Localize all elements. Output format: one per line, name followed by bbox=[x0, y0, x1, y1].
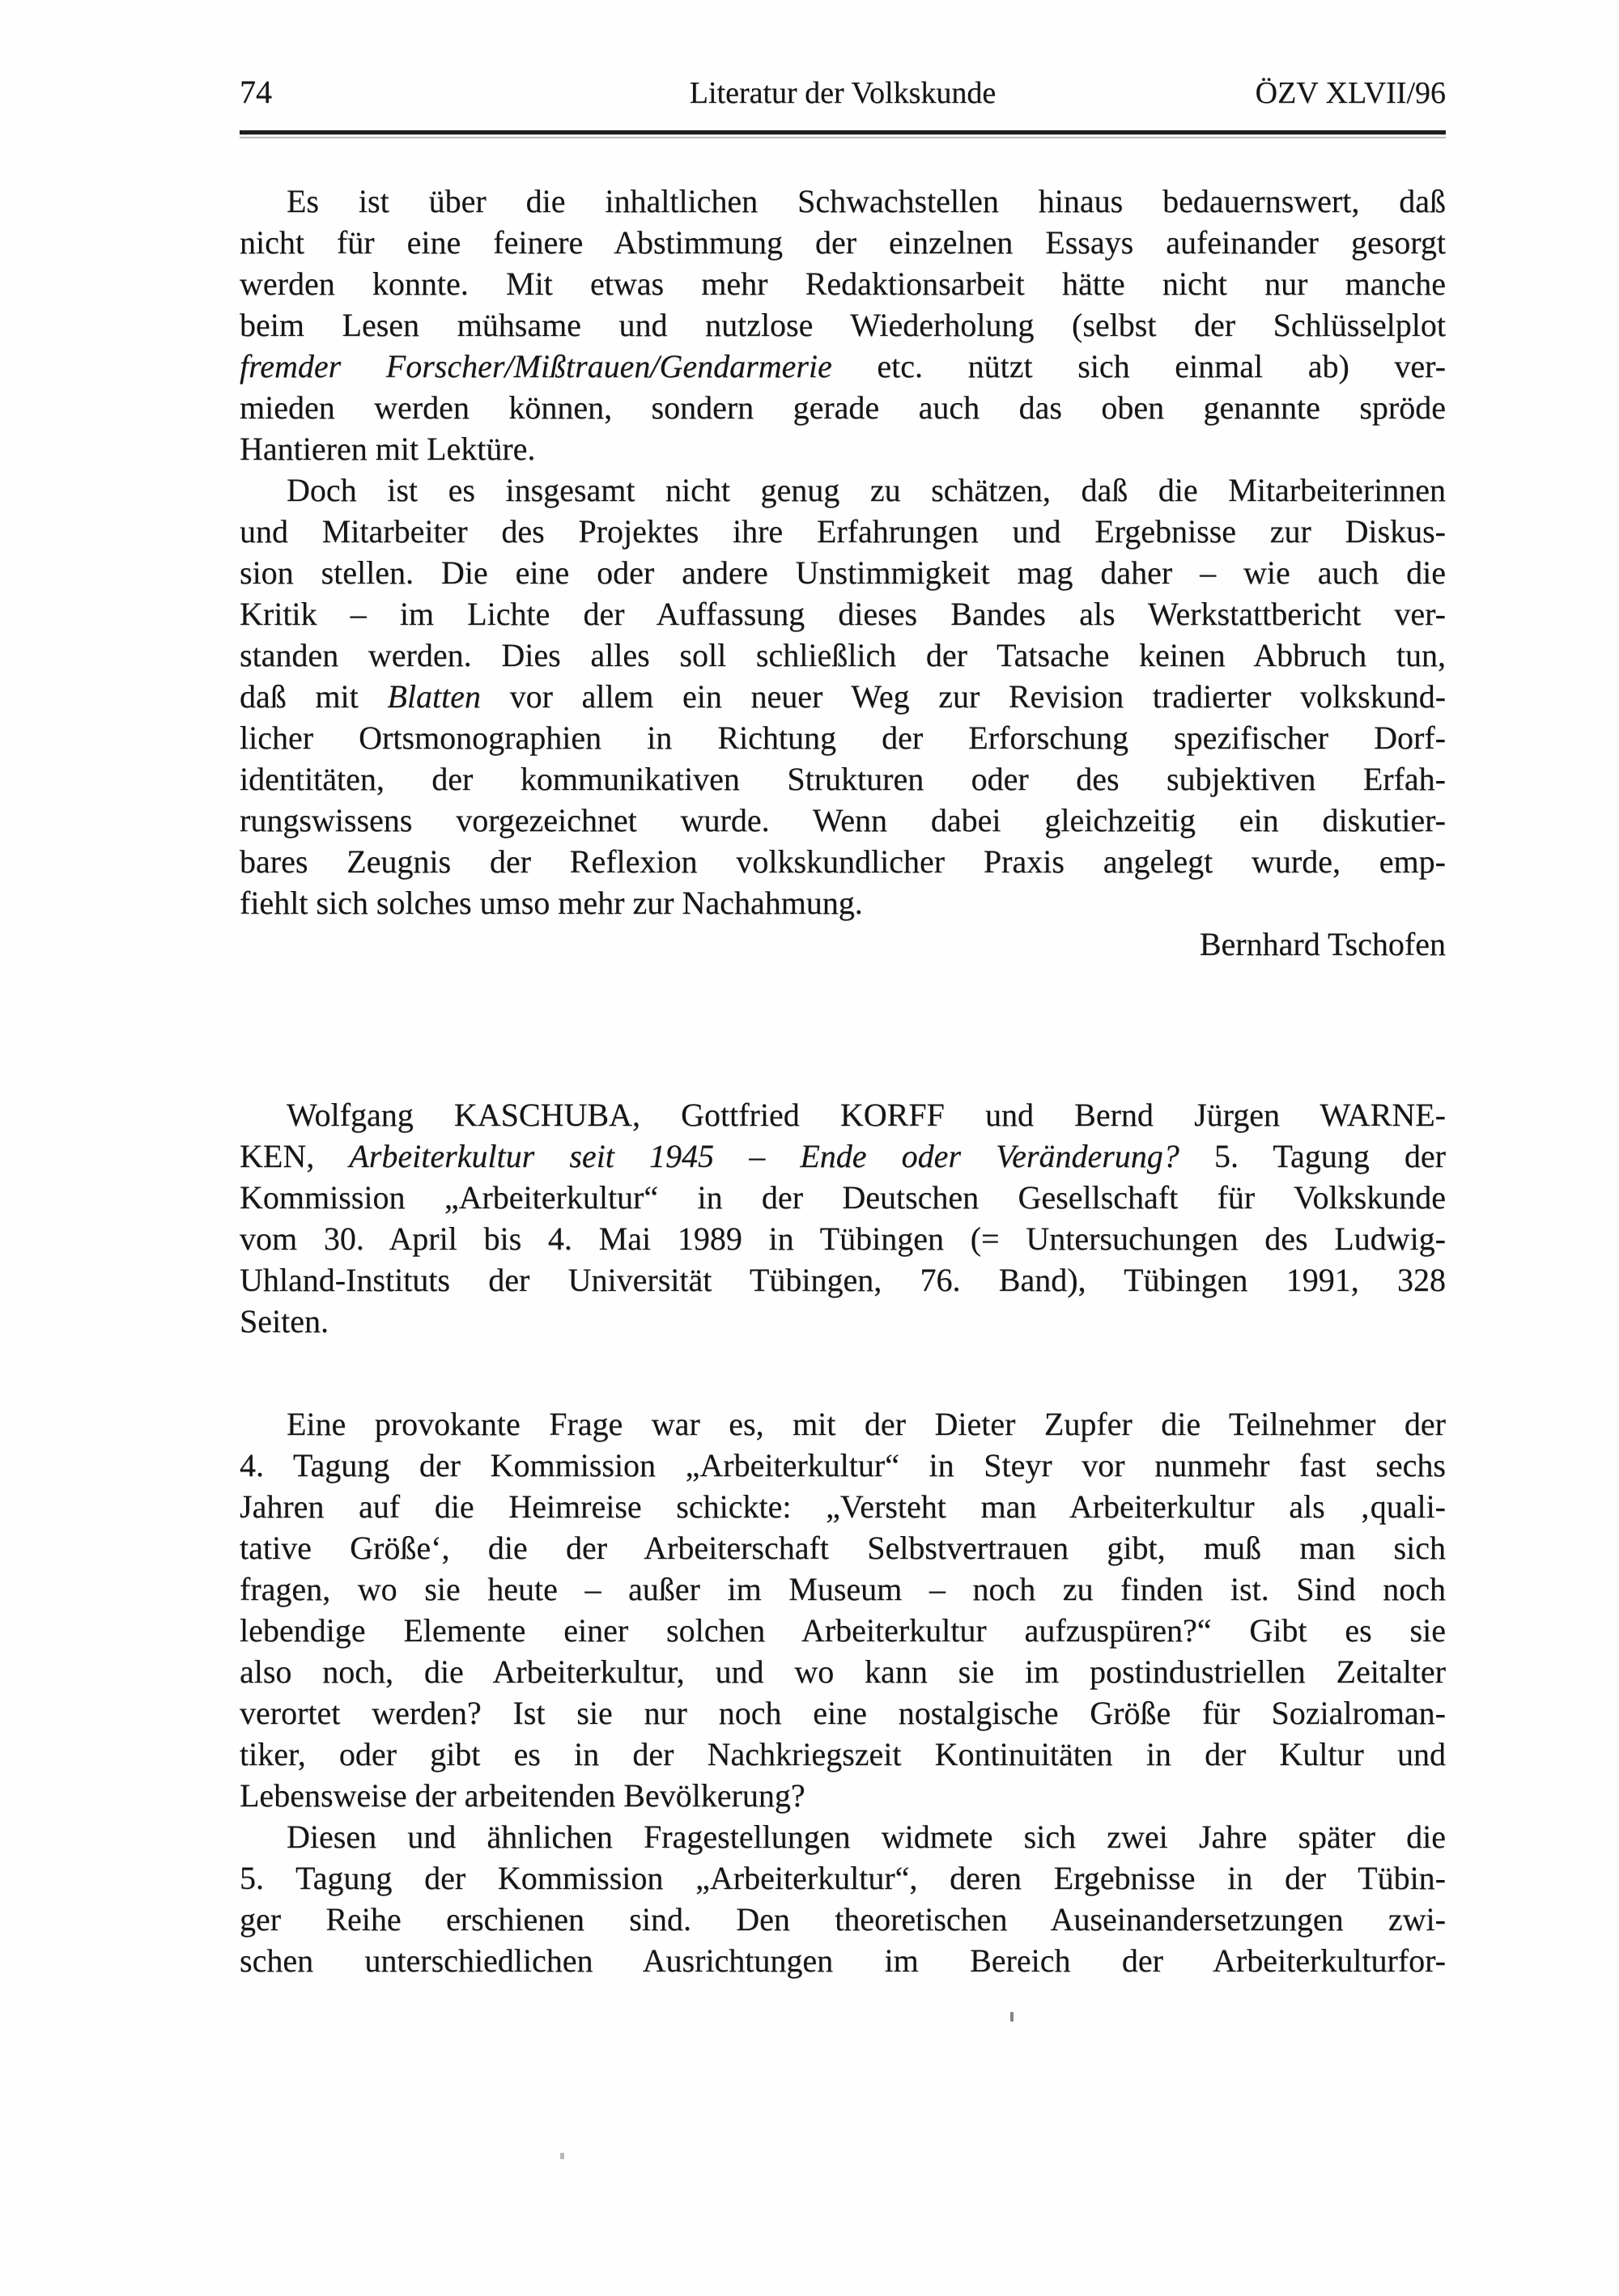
italic-text-segment: Arbeiterkultur seit 1945 – Ende oder Veränderung? bbox=[349, 1138, 1179, 1174]
article-body bbox=[240, 180, 1446, 1981]
text-segment: identitäten, der kommunikativen Strukturen oder des subjektiven Erfah- bbox=[240, 761, 1446, 797]
text-segment: standen werden. Dies alles soll schließlich der Tatsache keinen Abbruch tun, bbox=[240, 637, 1446, 673]
text-line bbox=[240, 1651, 1446, 1692]
text-line bbox=[240, 800, 1446, 841]
page-number: 74 bbox=[240, 74, 272, 110]
text-segment: bares Zeugnis der Reflexion volkskundlicher Praxis angelegt wurde, emp- bbox=[240, 843, 1446, 880]
text-segment: ger Reihe erschienen sind. Den theoretischen Auseinandersetzungen zwi- bbox=[240, 1901, 1446, 1937]
text-line bbox=[240, 1301, 1446, 1342]
scan-speck bbox=[1010, 2012, 1013, 2022]
text-segment: Kommission „Arbeiterkultur“ in der Deutschen Gesellschaft für Volkskunde bbox=[240, 1179, 1446, 1216]
text-segment: tative Größe‘, die der Arbeiterschaft Selbstvertrauen gibt, muß man sich bbox=[240, 1530, 1446, 1566]
text-segment: fragen, wo sie heute – außer im Museum – noch zu finden ist. Sind noch bbox=[240, 1571, 1446, 1607]
review-closing-paragraph-1 bbox=[240, 180, 1446, 469]
text-line bbox=[240, 1940, 1446, 1981]
text-line bbox=[240, 882, 1446, 923]
text-line bbox=[240, 1486, 1446, 1527]
text-line bbox=[240, 1734, 1446, 1775]
text-line bbox=[240, 222, 1446, 263]
text-segment: daß mit bbox=[240, 678, 388, 715]
text-segment: vom 30. April bis 4. Mai 1989 in Tübingen (= Untersuchungen des Ludwig- bbox=[240, 1220, 1446, 1257]
text-segment: tiker, oder gibt es in der Nachkriegszeit Kontinuitäten in der Kultur und bbox=[240, 1736, 1446, 1772]
text-line bbox=[240, 1692, 1446, 1734]
text-line bbox=[240, 1899, 1446, 1940]
text-segment: Eine provokante Frage war es, mit der Dieter Zupfer die Teilnehmer der bbox=[287, 1406, 1446, 1442]
text-segment: Doch ist es insgesamt nicht genug zu schätzen, daß die Mitarbeiterinnen bbox=[287, 472, 1446, 508]
text-segment: Seiten. bbox=[240, 1303, 329, 1339]
text-line bbox=[240, 634, 1446, 676]
text-line bbox=[240, 1610, 1446, 1651]
text-segment: nicht für eine feinere Abstimmung der einzelnen Essays aufeinander gesorgt bbox=[240, 224, 1446, 261]
text-line bbox=[240, 1259, 1446, 1301]
text-segment: Es ist über die inhaltlichen Schwachstellen hinaus bedauernswert, daß bbox=[287, 183, 1446, 219]
text-segment: Diesen und ähnlichen Fragestellungen widmete sich zwei Jahre später die bbox=[287, 1819, 1446, 1855]
text-segment: mieden werden können, sondern gerade auch das oben genannte spröde bbox=[240, 389, 1446, 426]
text-line bbox=[240, 1445, 1446, 1486]
book-citation bbox=[240, 1094, 1446, 1342]
header-rule bbox=[240, 130, 1446, 134]
text-segment: Jahren auf die Heimreise schickte: „Versteht man Arbeiterkultur als ‚quali- bbox=[240, 1488, 1446, 1525]
text-segment: 5. Tagung der Kommission „Arbeiterkultur“, deren Ergebnisse in der Tübin- bbox=[240, 1860, 1446, 1896]
text-line bbox=[240, 1816, 1446, 1857]
running-title: Literatur der Volkskunde bbox=[689, 76, 996, 110]
text-segment: Wolfgang KASCHUBA, Gottfried KORFF und Bernd Jürgen WARNE- bbox=[287, 1097, 1446, 1133]
italic-text-segment: Blatten bbox=[387, 678, 481, 715]
text-segment: Uhland-Instituts der Universität Tübingen, 76. Band), Tübingen 1991, 328 bbox=[240, 1262, 1446, 1298]
review-second-paragraph bbox=[240, 1816, 1446, 1981]
text-segment: licher Ortsmonographien in Richtung der Erforschung spezifischer Dorf- bbox=[240, 719, 1446, 756]
text-segment: vor allem ein neuer Weg zur Revision tradierter volkskund- bbox=[480, 678, 1447, 715]
text-line bbox=[240, 428, 1446, 469]
text-segment: fiehlt sich solches umso mehr zur Nachahmung. bbox=[240, 885, 863, 921]
page-header bbox=[240, 74, 1446, 111]
text-line bbox=[240, 1218, 1446, 1259]
text-line bbox=[240, 1527, 1446, 1568]
text-segment: etc. nützt sich einmal ab) ver- bbox=[831, 348, 1446, 384]
text-line bbox=[240, 1775, 1446, 1816]
text-line bbox=[240, 511, 1446, 552]
text-segment: rungswissens vorgezeichnet wurde. Wenn dabei gleichzeitig ein diskutier- bbox=[240, 802, 1446, 838]
text-segment: sion stellen. Die eine oder andere Unstimmigkeit mag daher – wie auch die bbox=[240, 554, 1446, 591]
text-segment: schen unterschiedlichen Ausrichtungen im Bereich der Arbeiterkulturfor- bbox=[240, 1942, 1446, 1979]
text-line bbox=[240, 469, 1446, 511]
review-closing-paragraph-2 bbox=[240, 469, 1446, 923]
text-line bbox=[240, 346, 1446, 387]
review-opening-paragraph bbox=[240, 1403, 1446, 1816]
text-line bbox=[240, 1177, 1446, 1218]
scan-speck bbox=[560, 2153, 564, 2159]
text-line bbox=[240, 1568, 1446, 1610]
text-line bbox=[240, 304, 1446, 346]
text-segment: Kritik – im Lichte der Auffassung dieses Bandes als Werkstattbericht ver- bbox=[240, 596, 1446, 632]
italic-text-segment: fremder Forscher/Mißtrauen/Gendarmerie bbox=[240, 348, 832, 384]
text-segment: verortet werden? Ist sie nur noch eine nostalgische Größe für Sozialroman- bbox=[240, 1695, 1446, 1731]
journal-issue: ÖZV XLVII/96 bbox=[1255, 76, 1447, 110]
text-segment: 5. Tagung der bbox=[1179, 1138, 1446, 1174]
text-segment: Hantieren mit Lektüre. bbox=[240, 431, 536, 467]
text-line bbox=[240, 263, 1446, 304]
text-line bbox=[240, 717, 1446, 758]
text-segment: KEN, bbox=[240, 1138, 350, 1174]
text-line bbox=[240, 180, 1446, 222]
text-segment: Lebensweise der arbeitenden Bevölkerung? bbox=[240, 1777, 805, 1814]
text-line bbox=[240, 593, 1446, 634]
text-segment: und Mitarbeiter des Projektes ihre Erfahrungen und Ergebnisse zur Diskus- bbox=[240, 513, 1446, 550]
text-line bbox=[240, 1135, 1446, 1177]
text-segment: lebendige Elemente einer solchen Arbeiterkultur aufzuspüren?“ Gibt es sie bbox=[240, 1612, 1446, 1649]
text-line bbox=[240, 1857, 1446, 1899]
text-segment: also noch, die Arbeiterkultur, und wo kann sie im postindustriellen Zeitalter bbox=[240, 1653, 1446, 1690]
text-segment: 4. Tagung der Kommission „Arbeiterkultur“ in Steyr vor nunmehr fast sechs bbox=[240, 1447, 1446, 1483]
header-rule-shadow bbox=[240, 137, 1446, 138]
text-line bbox=[240, 552, 1446, 593]
text-line bbox=[240, 676, 1446, 717]
reviewer-signature: Bernhard Tschofen bbox=[1199, 926, 1446, 962]
text-line bbox=[240, 1403, 1446, 1445]
text-line bbox=[240, 1094, 1446, 1135]
text-line bbox=[240, 841, 1446, 882]
text-line bbox=[240, 387, 1446, 428]
text-segment: beim Lesen mühsame und nutzlose Wiederholung (selbst der Schlüsselplot bbox=[240, 307, 1446, 343]
text-line bbox=[240, 758, 1446, 800]
text-segment: werden konnte. Mit etwas mehr Redaktionsarbeit hätte nicht nur manche bbox=[240, 265, 1446, 302]
